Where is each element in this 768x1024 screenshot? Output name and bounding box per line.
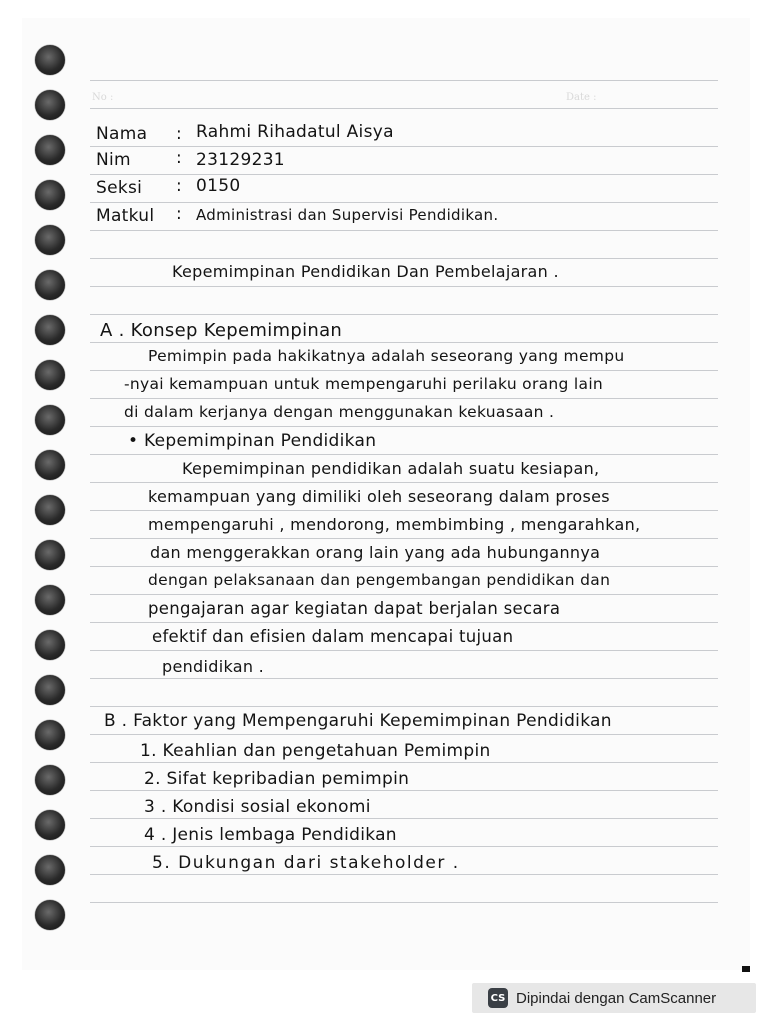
section-a-line: di dalam kerjanya dengan menggunakan kekuasaan . bbox=[124, 403, 555, 421]
ruled-line bbox=[90, 622, 718, 623]
binder-hole-icon bbox=[35, 135, 65, 165]
section-a-subline: kemampuan yang dimiliki oleh seseorang dalam proses bbox=[148, 487, 610, 506]
section-b-item: 4 . Jenis lembaga Pendidikan bbox=[144, 825, 397, 845]
seksi-label: Seksi bbox=[96, 178, 143, 198]
binder-hole-icon bbox=[35, 810, 65, 840]
section-a-subline: mempengaruhi , mendorong, membimbing , mengarahkan, bbox=[148, 515, 641, 534]
section-b-item: 2. Sifat kepribadian pemimpin bbox=[144, 769, 410, 789]
section-a-line: Pemimpin pada hakikatnya adalah seseorang yang mempu bbox=[148, 347, 625, 365]
section-b-heading: B . Faktor yang Mempengaruhi Kepemimpinan Pendidikan bbox=[104, 711, 612, 731]
binder-hole-icon bbox=[35, 495, 65, 525]
section-b-item: 5. Dukungan dari stakeholder . bbox=[152, 853, 460, 873]
ruled-line bbox=[90, 230, 718, 231]
binder-hole-icon bbox=[35, 630, 65, 660]
camscanner-text: Dipindai dengan CamScanner bbox=[516, 989, 717, 1007]
ruled-line bbox=[90, 734, 718, 735]
binder-hole-icon bbox=[35, 360, 65, 390]
binder-hole-icon bbox=[35, 585, 65, 615]
section-a-line: -nyai kemampuan untuk mempengaruhi perilaku orang lain bbox=[124, 375, 604, 393]
ruled-line bbox=[90, 108, 718, 109]
section-a-subline: Kepemimpinan pendidikan adalah suatu kesiapan, bbox=[182, 459, 600, 478]
binder-hole-icon bbox=[35, 315, 65, 345]
binder-hole-icon bbox=[35, 270, 65, 300]
ruled-line bbox=[90, 650, 718, 651]
nama-colon: : bbox=[176, 124, 183, 144]
section-a-subheading: • Kepemimpinan Pendidikan bbox=[128, 431, 377, 451]
nim-colon: : bbox=[176, 148, 183, 168]
binder-hole-icon bbox=[35, 720, 65, 750]
ruled-line bbox=[90, 202, 718, 203]
ruled-line bbox=[90, 566, 718, 567]
ruled-line bbox=[90, 426, 718, 427]
ruled-line bbox=[90, 846, 718, 847]
ruled-line bbox=[90, 454, 718, 455]
matkul-value: Administrasi dan Supervisi Pendidikan. bbox=[196, 206, 499, 224]
section-a-subline: dan menggerakkan orang lain yang ada hubungannya bbox=[150, 543, 601, 562]
binder-hole-icon bbox=[35, 540, 65, 570]
ruled-line bbox=[90, 818, 718, 819]
binder-hole-icon bbox=[35, 180, 65, 210]
section-a-subline: pendidikan . bbox=[162, 657, 265, 676]
binder-hole-icon bbox=[35, 405, 65, 435]
nim-label: Nim bbox=[96, 150, 131, 170]
section-b-item: 3 . Kondisi sosial ekonomi bbox=[144, 797, 371, 817]
section-a-subline: pengajaran agar kegiatan dapat berjalan secara bbox=[148, 599, 561, 618]
seksi-value: 0150 bbox=[196, 176, 241, 196]
binder-hole-icon bbox=[35, 45, 65, 75]
camscanner-logo-icon: CS bbox=[488, 988, 508, 1008]
nim-value: 23129231 bbox=[196, 150, 285, 170]
ruled-line bbox=[90, 398, 718, 399]
ruled-line bbox=[90, 902, 718, 903]
ruled-line bbox=[90, 874, 718, 875]
nama-value: Rahmi Rihadatul Aisya bbox=[196, 122, 394, 142]
binder-hole-icon bbox=[35, 855, 65, 885]
binder-hole-icon bbox=[35, 900, 65, 930]
page-corner-mark bbox=[742, 966, 750, 972]
ruled-line bbox=[90, 482, 718, 483]
ruled-line bbox=[90, 286, 718, 287]
ruled-line bbox=[90, 146, 718, 147]
binder-hole-icon bbox=[35, 765, 65, 795]
section-a-subline: efektif dan efisien dalam mencapai tujuan bbox=[152, 627, 514, 646]
ruled-line bbox=[90, 790, 718, 791]
matkul-colon: : bbox=[176, 204, 183, 224]
binder-hole-icon bbox=[35, 90, 65, 120]
matkul-label: Matkul bbox=[96, 206, 155, 226]
ruled-line bbox=[90, 314, 718, 315]
ruled-line bbox=[90, 706, 718, 707]
ruled-line bbox=[90, 538, 718, 539]
camscanner-watermark bbox=[472, 983, 756, 1013]
page-title: Kepemimpinan Pendidikan Dan Pembelajaran . bbox=[172, 262, 559, 281]
binder-hole-icon bbox=[35, 225, 65, 255]
ruled-line bbox=[90, 342, 718, 343]
ruled-line bbox=[90, 762, 718, 763]
section-a-heading: A . Konsep Kepemimpinan bbox=[100, 320, 343, 341]
ruled-line bbox=[90, 510, 718, 511]
binder-hole-icon bbox=[35, 450, 65, 480]
ruled-line bbox=[90, 258, 718, 259]
nama-label: Nama bbox=[96, 124, 148, 144]
ruled-line bbox=[90, 594, 718, 595]
section-a-subline: dengan pelaksanaan dan pengembangan pendidikan dan bbox=[148, 571, 611, 589]
ruled-line bbox=[90, 174, 718, 175]
no-label: No : bbox=[92, 92, 114, 103]
seksi-colon: : bbox=[176, 176, 183, 196]
ruled-line bbox=[90, 370, 718, 371]
section-b-item: 1. Keahlian dan pengetahuan Pemimpin bbox=[140, 741, 491, 761]
date-label: Date : bbox=[566, 92, 597, 103]
ruled-line bbox=[90, 80, 718, 81]
ruled-line bbox=[90, 678, 718, 679]
binder-hole-icon bbox=[35, 675, 65, 705]
